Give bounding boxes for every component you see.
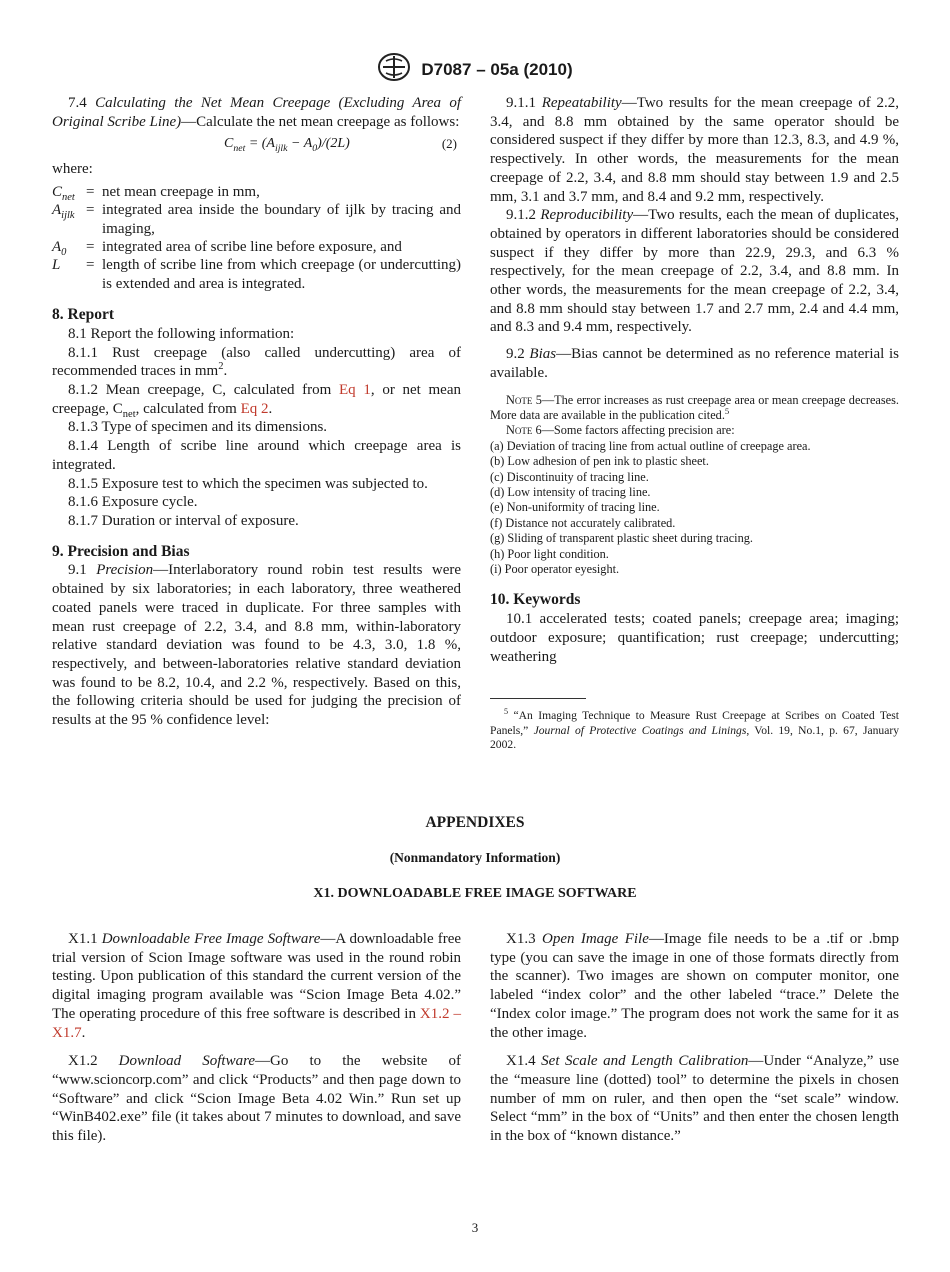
astm-logo-icon bbox=[377, 52, 411, 87]
section-9-1-2: 9.1.2 Reproducibility—Two results, each the mean of duplicates, obtained by operators in different laboratories should be considered suspect if they differ by more than 22.9, 29.3, and 6.3 % respectively, for the mean creepage of 2.2, 3.4, and 8.8 mm. In other words, the measurements for the mean creepage of 2.2, 3.4, and 8.8 mm should stay between 1.7 and 2.7 mm, 2.4 and 4.4 mm, and 8.3 and 9.4 mm, respectively. bbox=[490, 207, 900, 336]
section-9-1-1: 9.1.1 Repeatability—Two results for the mean creepage of 2.2, 3.4, and 8.8 mm obtained by the same operator should be considered suspect if they differ by more than 12.3, 8.3, and 4.9 %, respectively. In other words, the measurements for the mean creepage of 2.2, 3.4, and 8.8 mm should stay between 1.9 and 2.5 mm, 3.1 and 3.7 mm, and 8.4 and 9.2 mm, respectively. bbox=[490, 95, 900, 205]
right-column bbox=[490, 94, 899, 753]
def-symbol: $A_{ijlk}$ bbox=[52, 202, 75, 222]
equation-2: $C_{net} = (A_{ijlk} - A_0)/(2L)$ (2) bbox=[52, 135, 461, 154]
section-8-heading: 8. Report bbox=[52, 306, 114, 324]
section-10-heading: 10. Keywords bbox=[490, 591, 581, 609]
page-header bbox=[0, 52, 950, 87]
section-8-1-2: 8.1.2 Mean creepage, C, calculated from Eq 1, or net mean creepage, $C_{net}$, calculated from Eq 2. bbox=[52, 382, 461, 420]
appendix-left-column bbox=[52, 930, 461, 1146]
def-text: net mean creepage in mm, bbox=[102, 183, 260, 200]
footnote-divider bbox=[490, 698, 586, 699]
section-8-1-3: 8.1.3 Type of specimen and its dimensions. bbox=[68, 419, 328, 436]
list-item: (g) Sliding of transparent plastic sheet during tracing. bbox=[490, 531, 753, 546]
section-x1-1: X1.1 Downloadable Free Image Software—A downloadable free trial version of Scion Image software was used in the round robin testing. Upon publication of this standard the current version of the digital imaging program available was “Scion Image Beta 4.02.” The operating procedure of this free software is described in X1.2 – X1.7. bbox=[52, 931, 462, 1041]
section-8-1-5: 8.1.5 Exposure test to which the specimen was subjected to. bbox=[68, 475, 428, 492]
appendixes-title: APPENDIXES bbox=[425, 814, 525, 831]
list-item: (f) Distance not accurately calibrated. bbox=[490, 515, 676, 530]
list-item: (e) Non-uniformity of tracing line. bbox=[490, 500, 660, 515]
section-9-2: 9.2 Bias—Bias cannot be determined as no reference material is available. bbox=[490, 346, 899, 381]
left-column bbox=[52, 94, 461, 730]
section-8-1: 8.1 Report the following information: bbox=[68, 325, 295, 342]
section-9-heading: 9. Precision and Bias bbox=[52, 542, 190, 560]
footnote-5: $^5$ “An Imaging Technique to Measure Rust Creepage at Scribes on Coated Test Panels,” Journal of Protective Coatings and Linings, Vol. 19, No.1, p. 67, January 2002. bbox=[490, 707, 899, 752]
list-item: (a) Deviation of tracing line from actual outline of creepage area. bbox=[490, 438, 811, 453]
section-x1-3: X1.3 Open Image File—Image file needs to be a .tif or .bmp type (you can save the image in one of those formats directly from the scanner). Two images are shown on computer monitor, one labeled “index color” and the other labeled “trace.” Delete the “Index color image.” The program does not work the same for it as the other image. bbox=[490, 931, 899, 1041]
list-item: (c) Discontinuity of tracing line. bbox=[490, 469, 649, 484]
section-8-1-1: 8.1.1 Rust creepage (also called undercutting) area of recommended traces in $mm^2$. bbox=[52, 344, 461, 380]
section-8-1-7: 8.1.7 Duration or interval of exposure. bbox=[68, 512, 299, 529]
def-symbol: L bbox=[52, 257, 61, 274]
note-6: Note 6—Some factors affecting precision are: bbox=[506, 423, 735, 438]
equation-number: (2) bbox=[441, 136, 457, 152]
section-7-4: 7.4 Calculating the Net Mean Creepage (Excluding Area of Original Scribe Line)—Calculate the net mean creepage as follows: bbox=[52, 95, 461, 130]
document-code: D7087 – 05a (2010) bbox=[421, 59, 573, 79]
def-text: length of scribe line from which creepage (or undercutting) is extended and area is integrated. bbox=[102, 257, 461, 292]
def-symbol: $A_0$ bbox=[52, 239, 67, 259]
section-9-1: 9.1 Precision—Interlaboratory round robin test results were obtained by six laboratories; in each laboratory, three weathered coated panels were traced in duplicate. For three samples with mean rust creepage of 2.2, 3.4, and 8.8 mm, within-laboratory relative standard deviation was found to be 4.3, 3.0, 1.8 %, respectively, and between-laboratories relative standard deviation was found to be 8.2, 10.4, and 2.2 %, respectively. Based on this, the following criteria should be used for judging the precision of results at the 95 % confidence level: bbox=[52, 562, 462, 729]
list-item: (i) Poor operator eyesight. bbox=[490, 562, 620, 577]
def-text: integrated area of scribe line before exposure, and bbox=[102, 239, 402, 256]
section-x1-4: X1.4 Set Scale and Length Calibration—Under “Analyze,” use the “measure line (dotted) tool” to determine the pixels in chosen number of mm on ruler, and then open the “set scale” window. Select “mm” in the box of “Units” and then enter the chosen length in the box of “known distance.” bbox=[490, 1053, 899, 1145]
section-10-1: 10.1 accelerated tests; coated panels; creepage area; imaging; outdoor exposure; quantification; rust creepage; undercutting; weathering bbox=[490, 611, 899, 665]
list-item: (h) Poor light condition. bbox=[490, 546, 609, 561]
x1-2-x1-7-link[interactable]: X1.2 – X1.7 bbox=[52, 1005, 461, 1041]
eq2-link[interactable]: Eq 2 bbox=[240, 400, 269, 417]
eq1-link[interactable]: Eq 1 bbox=[339, 382, 371, 399]
list-item: (b) Low adhesion of pen ink to plastic sheet. bbox=[490, 454, 709, 469]
def-symbol: $C_{net}$ bbox=[52, 183, 75, 203]
section-x1-2: X1.2 Download Software—Go to the website of “www.scioncorp.com” and click “Products” and then page down to “Software” and click “Scion Image Beta 4.02 Win.” Run set up “WinB402.exe” file (it takes about 7 minutes to download, and save this file). bbox=[52, 1053, 461, 1145]
section-8-1-4: 8.1.4 Length of scribe line around which creepage area is integrated. bbox=[52, 438, 461, 473]
def-text: integrated area inside the boundary of ijlk by tracing and imaging, bbox=[102, 202, 461, 237]
where-label: where: bbox=[52, 161, 93, 178]
page-number: 3 bbox=[471, 1220, 479, 1235]
x1-title: X1. DOWNLOADABLE FREE IMAGE SOFTWARE bbox=[313, 886, 637, 901]
note-5: Note 5—The error increases as rust creepage area or mean creepage decreases. More data are available in the publication cited.$^5$ bbox=[490, 392, 899, 422]
list-item: (d) Low intensity of tracing line. bbox=[490, 484, 651, 499]
note-6-list bbox=[490, 439, 899, 578]
appendix-right-column bbox=[490, 930, 899, 1146]
section-8-1-6: 8.1.6 Exposure cycle. bbox=[68, 494, 198, 511]
definition-list: $C_{net}$ = net mean creepage in mm, $A_{ijlk}$ = integrated area inside the boundary of ijlk by tracing and imaging, $A_0$ = integrated area of scribe line before exposure, and L = length of scribe line from which creepage (or undercutting) is extended and area is integrated. bbox=[52, 183, 461, 292]
appendixes-subtitle: (Nonmandatory Information) bbox=[389, 850, 561, 865]
